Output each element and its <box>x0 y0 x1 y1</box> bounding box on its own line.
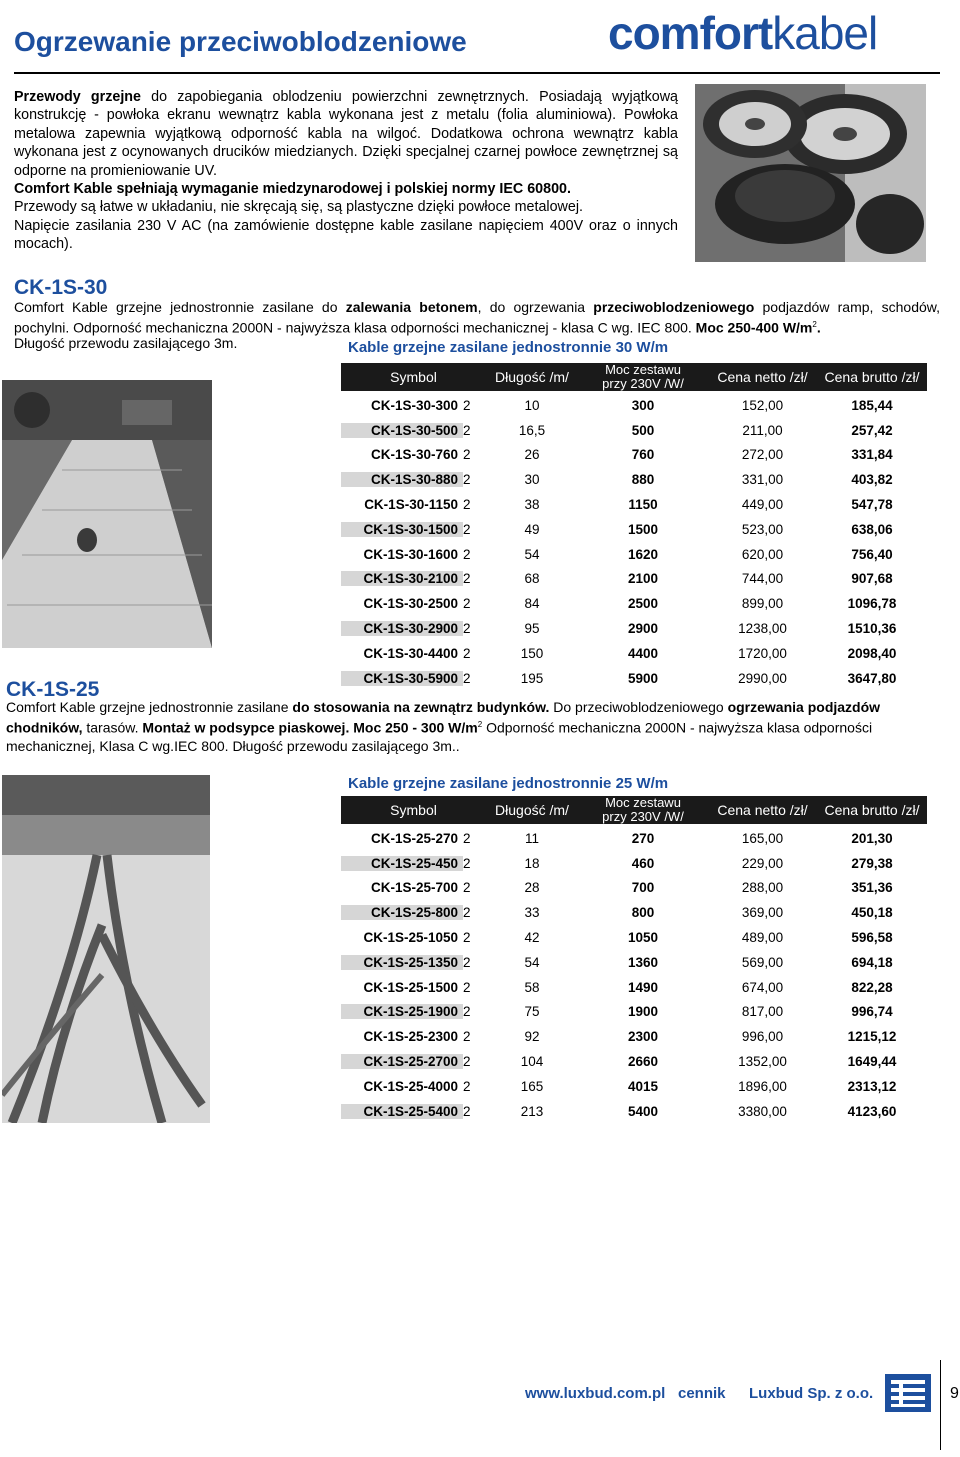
table-row <box>341 542 927 567</box>
table-row <box>341 1000 927 1025</box>
cell-symbol <box>341 930 486 945</box>
cell-length: 30 <box>524 472 540 488</box>
brand-logo <box>608 6 877 60</box>
cell-symbol <box>341 596 486 611</box>
ck30-desc-sup: 2 <box>812 320 817 329</box>
table-row <box>341 567 927 592</box>
cell-net: 152,00 <box>741 397 784 413</box>
ck30-desc-d: przeciwoblodzeniowego <box>593 299 755 315</box>
symbol-suffix: 2 <box>463 621 471 637</box>
cell-power: 500 <box>631 422 655 438</box>
symbol-text: CK-1S-25-5400 <box>341 1104 463 1119</box>
cell-length: 28 <box>524 880 540 896</box>
logo-light-part: kabel <box>772 7 878 59</box>
symbol-text: CK-1S-25-270 <box>370 830 458 846</box>
cell-gross: 694,18 <box>851 954 893 970</box>
table-row <box>341 666 927 691</box>
ck30-desc-f: Moc 250-400 W/m <box>695 319 813 336</box>
cell-length: 11 <box>524 830 539 846</box>
cell-power: 2300 <box>627 1029 659 1045</box>
intro-handling: Przewody są łatwe w układaniu, nie skręcają się, są plastyczne dzięki powłoce metalowej. <box>14 199 583 216</box>
cell-length: 213 <box>520 1103 544 1119</box>
cell-gross: 3647,80 <box>847 670 897 686</box>
table-row <box>341 591 927 616</box>
cell-symbol <box>341 497 486 512</box>
col-symbol: Symbol <box>390 369 437 385</box>
symbol-suffix: 2 <box>463 979 471 995</box>
ck30-table-body <box>341 393 927 691</box>
cell-net: 165,00 <box>741 830 784 846</box>
cell-gross: 2313,12 <box>847 1078 897 1094</box>
col-length: Długość /m/ <box>495 369 569 385</box>
cell-net: 489,00 <box>741 930 784 946</box>
cell-net: 996,00 <box>741 1029 784 1045</box>
ck30-desc-c: , do ogrzewania <box>477 299 594 315</box>
table-row <box>341 975 927 1000</box>
cell-gross: 331,84 <box>851 447 893 463</box>
symbol-suffix: 2 <box>463 830 471 846</box>
ck25-desc-f: Montaż w podsypce piaskowej. <box>142 719 350 736</box>
cell-net: 744,00 <box>741 571 784 587</box>
table-row <box>341 517 927 542</box>
cell-net: 331,00 <box>741 472 784 488</box>
cell-length: 26 <box>524 447 540 463</box>
ck25-heading: CK-1S-25 <box>6 678 100 701</box>
cell-length: 42 <box>524 930 540 946</box>
cell-gross: 1649,44 <box>847 1054 897 1070</box>
symbol-suffix: 2 <box>463 596 471 612</box>
footer-website[interactable]: www.luxbud.com.pl <box>525 1385 666 1402</box>
cell-symbol <box>341 1104 486 1119</box>
symbol-text: CK-1S-30-2900 <box>341 621 463 636</box>
col-power-bottom: przy 230V /W/ <box>602 376 684 391</box>
cell-power: 5900 <box>627 670 659 686</box>
cell-gross: 822,28 <box>851 979 893 995</box>
symbol-suffix: 2 <box>463 397 471 413</box>
symbol-text: CK-1S-25-1500 <box>363 979 458 995</box>
cell-power: 1620 <box>627 546 659 562</box>
symbol-suffix: 2 <box>463 447 471 463</box>
cell-net: 288,00 <box>741 880 784 896</box>
symbol-text: CK-1S-25-4000 <box>363 1078 458 1094</box>
symbol-suffix: 2 <box>463 905 471 921</box>
cell-length: 54 <box>524 954 540 970</box>
logo-bold-part: comfort <box>608 7 773 59</box>
page-number: 9 <box>950 1385 959 1402</box>
cable-reels-photo <box>695 84 926 262</box>
symbol-text: CK-1S-30-500 <box>341 423 463 438</box>
table-row <box>341 876 927 901</box>
cell-symbol <box>341 1054 486 1069</box>
cell-gross: 1510,36 <box>847 621 897 637</box>
symbol-text: CK-1S-30-1600 <box>363 546 458 562</box>
symbol-suffix: 2 <box>463 670 471 686</box>
cell-length: 68 <box>524 571 540 587</box>
symbol-suffix: 2 <box>463 546 471 562</box>
ck25-desc-d: ogrzewania podjazdów chodników, <box>6 699 881 736</box>
cell-length: 195 <box>520 670 544 686</box>
cell-length: 150 <box>520 645 544 661</box>
cell-power: 4015 <box>627 1078 659 1094</box>
cell-gross: 279,38 <box>851 855 893 871</box>
symbol-suffix: 2 <box>463 1054 471 1070</box>
symbol-suffix: 2 <box>463 521 471 537</box>
symbol-text: CK-1S-25-1900 <box>341 1004 463 1019</box>
ck25-desc-i: Odporność mechaniczna 2000N - najwyższa klasa odporności mechanicznej, Klasa C wg.IEC 800. Długość przewodu zasilającego 3m.. <box>6 719 873 754</box>
cell-length: 58 <box>524 979 540 995</box>
cell-symbol <box>341 905 486 920</box>
cell-power: 270 <box>631 830 655 846</box>
cell-net: 817,00 <box>741 1004 784 1020</box>
symbol-text: CK-1S-30-1150 <box>364 497 458 513</box>
symbol-text: CK-1S-30-1500 <box>341 522 463 537</box>
symbol-text: CK-1S-30-300 <box>370 397 458 413</box>
cell-power: 760 <box>631 447 655 463</box>
cell-symbol <box>341 1004 486 1019</box>
cell-power: 460 <box>631 855 655 871</box>
symbol-suffix: 2 <box>463 422 471 438</box>
symbol-suffix: 2 <box>463 1029 471 1045</box>
cell-symbol <box>341 621 486 636</box>
col-power-top: Moc zestawu <box>605 795 681 810</box>
cell-power: 1150 <box>628 497 658 513</box>
table-row <box>341 393 927 418</box>
table-row <box>341 443 927 468</box>
cell-length: 92 <box>524 1029 540 1045</box>
table-row <box>341 826 927 851</box>
symbol-text: CK-1S-30-880 <box>341 472 463 487</box>
cell-gross: 4123,60 <box>847 1103 897 1119</box>
intro-text <box>14 88 678 254</box>
header-divider <box>14 72 940 74</box>
col-power <box>578 363 708 391</box>
cell-net: 1352,00 <box>738 1054 787 1070</box>
cell-length: 75 <box>524 1004 540 1020</box>
cell-symbol <box>341 646 486 661</box>
cell-net: 569,00 <box>741 954 784 970</box>
cell-power: 1360 <box>627 954 659 970</box>
ck25-desc-h: Moc 250 - 300 W/m <box>353 719 478 736</box>
cell-symbol <box>341 571 486 586</box>
cell-gross: 996,74 <box>851 1004 893 1020</box>
ck30-table-caption: Kable grzejne zasilane jednostronnie 30 W/m <box>348 339 669 356</box>
cell-symbol <box>341 472 486 487</box>
table-row <box>341 925 927 950</box>
snow-driveway-photo <box>2 775 210 1123</box>
cell-symbol <box>341 856 486 871</box>
cell-net: 523,00 <box>741 521 784 537</box>
symbol-suffix: 2 <box>463 497 471 513</box>
cell-gross: 907,68 <box>851 571 893 587</box>
symbol-text: CK-1S-25-700 <box>370 880 458 896</box>
cell-symbol <box>341 880 486 895</box>
table-row <box>341 492 927 517</box>
table-row <box>341 1099 927 1124</box>
cell-net: 1238,00 <box>738 621 787 637</box>
table-row <box>341 900 927 925</box>
symbol-text: CK-1S-25-800 <box>341 905 463 920</box>
cell-symbol <box>341 671 486 686</box>
symbol-suffix: 2 <box>463 1004 471 1020</box>
cell-symbol <box>341 980 486 995</box>
cell-symbol <box>341 1079 486 1094</box>
cell-net: 620,00 <box>741 546 784 562</box>
ck30-desc-g: . <box>816 319 821 336</box>
cell-symbol <box>341 831 486 846</box>
cell-net: 1720,00 <box>738 645 787 661</box>
cell-gross: 351,36 <box>851 880 893 896</box>
intro-voltage: Napięcie zasilania 230 V AC (na zamówienie dostępne kable zasilane napięciem 400V oraz o innych mocach). <box>14 217 678 253</box>
cell-gross: 201,30 <box>851 830 893 846</box>
cell-power: 800 <box>631 905 655 921</box>
cell-length: 33 <box>524 905 540 921</box>
cell-symbol <box>341 1029 486 1044</box>
cell-net: 2990,00 <box>738 670 787 686</box>
cell-length: 16,5 <box>518 422 546 438</box>
cell-gross: 185,44 <box>851 397 893 413</box>
cell-power: 2660 <box>627 1054 659 1070</box>
cell-power: 300 <box>631 397 655 413</box>
cell-gross: 450,18 <box>851 905 893 921</box>
table-row <box>341 418 927 443</box>
cell-symbol <box>341 447 486 462</box>
col-net: Cena netto /zł/ <box>717 369 808 385</box>
col-gross: Cena brutto /zł/ <box>824 369 920 385</box>
page-title: Ogrzewanie przeciwoblodzeniowe <box>14 26 467 57</box>
symbol-text: CK-1S-30-2500 <box>363 596 458 612</box>
col-power-top: Moc zestawu <box>605 362 681 377</box>
symbol-text: CK-1S-25-2700 <box>341 1054 463 1069</box>
cell-net: 211,00 <box>742 422 783 438</box>
cell-length: 54 <box>524 546 540 562</box>
cell-symbol <box>341 398 486 413</box>
concrete-installation-photo <box>2 380 212 648</box>
ck25-desc-sup: 2 <box>477 720 483 729</box>
symbol-suffix: 2 <box>463 1078 471 1094</box>
footer-company: Luxbud Sp. z o.o. <box>749 1385 874 1402</box>
cell-gross: 1215,12 <box>847 1029 897 1045</box>
col-gross: Cena brutto /zł/ <box>824 802 920 818</box>
cell-net: 229,00 <box>741 855 784 871</box>
cell-net: 1896,00 <box>738 1078 787 1094</box>
symbol-suffix: 2 <box>463 472 471 488</box>
ck30-heading: CK-1S-30 <box>14 276 108 299</box>
ck30-feed-length: Długość przewodu zasilającego 3m. <box>14 335 238 351</box>
symbol-suffix: 2 <box>463 645 471 661</box>
ck25-desc-c: Do przeciwoblodzeniowego <box>549 699 728 715</box>
symbol-text: CK-1S-30-760 <box>370 447 458 463</box>
cell-symbol <box>341 423 486 438</box>
cell-gross: 596,58 <box>851 930 893 946</box>
cell-power: 2500 <box>627 596 659 612</box>
cell-net: 899,00 <box>741 596 784 612</box>
ck25-table <box>341 796 927 1124</box>
col-length: Długość /m/ <box>495 802 569 818</box>
ck30-table-header <box>341 363 927 391</box>
ck25-description <box>6 698 932 755</box>
cell-gross: 2098,40 <box>847 645 897 661</box>
cell-power: 4400 <box>627 645 659 661</box>
cell-net: 272,00 <box>741 447 784 463</box>
ck25-desc-a: Comfort Kable grzejne jednostronnie zasilane <box>6 699 293 715</box>
table-row <box>341 1049 927 1074</box>
ck30-table <box>341 363 927 691</box>
footer-section: cennik <box>678 1385 726 1402</box>
symbol-suffix: 2 <box>463 880 471 896</box>
intro-body: do zapobiegania oblodzeniu powierzchni zewnętrznych. Posiadają wyjątkową konstrukcję - powłoka ekranu wewnątrz kabla wykonana jest z metalu (folia aluminiowa). Powłoka metalowa zapewnia wyjątkową odporność kabla na wilgoć. Dodatkowa ochrona wewnątrz kabla wykonana jest z ocynowanych drucików miedzianych. Dzięki specjalnej czarnej powłoce zewnętrznej są odporne na promieniowanie UV. <box>14 89 679 179</box>
cell-power: 1050 <box>627 930 659 946</box>
cell-net: 449,00 <box>741 497 784 513</box>
cell-power: 700 <box>631 880 655 896</box>
ck25-table-header <box>341 796 927 824</box>
cell-net: 3380,00 <box>738 1103 787 1119</box>
cell-gross: 1096,78 <box>847 596 897 612</box>
cell-length: 95 <box>524 621 540 637</box>
cell-gross: 257,42 <box>851 422 893 438</box>
cell-power: 2900 <box>627 621 659 637</box>
ck30-desc-b: zalewania betonem <box>345 299 478 315</box>
symbol-text: CK-1S-30-4400 <box>363 645 458 661</box>
intro-standard: Comfort Kable spełniają wymaganie miedzynarodowej i polskiej normy IEC 60800. <box>14 181 571 198</box>
ck30-description <box>14 298 940 337</box>
symbol-text: CK-1S-25-450 <box>341 856 463 871</box>
cell-net: 369,00 <box>741 905 784 921</box>
cell-symbol <box>341 955 486 970</box>
cell-length: 49 <box>524 521 540 537</box>
cell-gross: 638,06 <box>851 521 893 537</box>
footer-divider <box>940 1360 941 1450</box>
cell-length: 165 <box>520 1078 544 1094</box>
ck30-desc-a: Comfort Kable grzejne jednostronnie zasilane do <box>14 299 346 315</box>
col-power-bottom: przy 230V /W/ <box>602 809 684 824</box>
symbol-text: CK-1S-25-2300 <box>363 1029 458 1045</box>
company-logo-icon <box>885 1372 931 1419</box>
symbol-text: CK-1S-25-1350 <box>341 955 463 970</box>
symbol-text: CK-1S-30-5900 <box>341 671 463 686</box>
cell-gross: 756,40 <box>851 546 893 562</box>
ck25-desc-b: do stosowania na zewnątrz budynków. <box>292 699 550 715</box>
cell-gross: 403,82 <box>851 472 893 488</box>
cell-length: 10 <box>524 397 540 413</box>
intro-lead: Przewody grzejne <box>14 89 141 105</box>
symbol-suffix: 2 <box>463 954 471 970</box>
table-row <box>341 467 927 492</box>
ck25-desc-e: tarasów. <box>82 719 143 736</box>
cell-power: 2100 <box>627 571 659 587</box>
symbol-text: CK-1S-30-2100 <box>341 571 463 586</box>
ck25-table-body <box>341 826 927 1124</box>
table-row <box>341 851 927 876</box>
cell-gross: 547,78 <box>851 497 893 513</box>
col-net: Cena netto /zł/ <box>717 802 808 818</box>
cell-symbol <box>341 522 486 537</box>
symbol-suffix: 2 <box>463 571 471 587</box>
cell-length: 38 <box>524 497 540 513</box>
symbol-suffix: 2 <box>463 930 471 946</box>
ck25-table-caption: Kable grzejne zasilane jednostronnie 25 W/m <box>348 775 669 792</box>
cell-net: 674,00 <box>741 979 784 995</box>
cell-power: 1500 <box>627 521 659 537</box>
table-row <box>341 641 927 666</box>
cell-length: 18 <box>524 855 540 871</box>
cell-length: 104 <box>520 1054 544 1070</box>
cell-power: 1900 <box>627 1004 659 1020</box>
symbol-suffix: 2 <box>463 1103 471 1119</box>
col-symbol: Symbol <box>390 802 437 818</box>
cell-length: 84 <box>524 596 540 612</box>
table-row <box>341 616 927 641</box>
cell-power: 1490 <box>627 979 659 995</box>
table-row <box>341 1074 927 1099</box>
symbol-suffix: 2 <box>463 855 471 871</box>
cell-power: 5400 <box>627 1103 659 1119</box>
cell-power: 880 <box>631 472 655 488</box>
table-row <box>341 950 927 975</box>
ck30-desc-e: podjazdów ramp, schodów, pochylni. Odporność mechaniczna 2000N - najwyższa klasa odporności mechanicznej - klasa C wg. IEC 800. <box>14 299 941 336</box>
col-power <box>578 796 708 824</box>
symbol-text: CK-1S-25-1050 <box>363 930 458 946</box>
table-row <box>341 1024 927 1049</box>
cell-symbol <box>341 547 486 562</box>
